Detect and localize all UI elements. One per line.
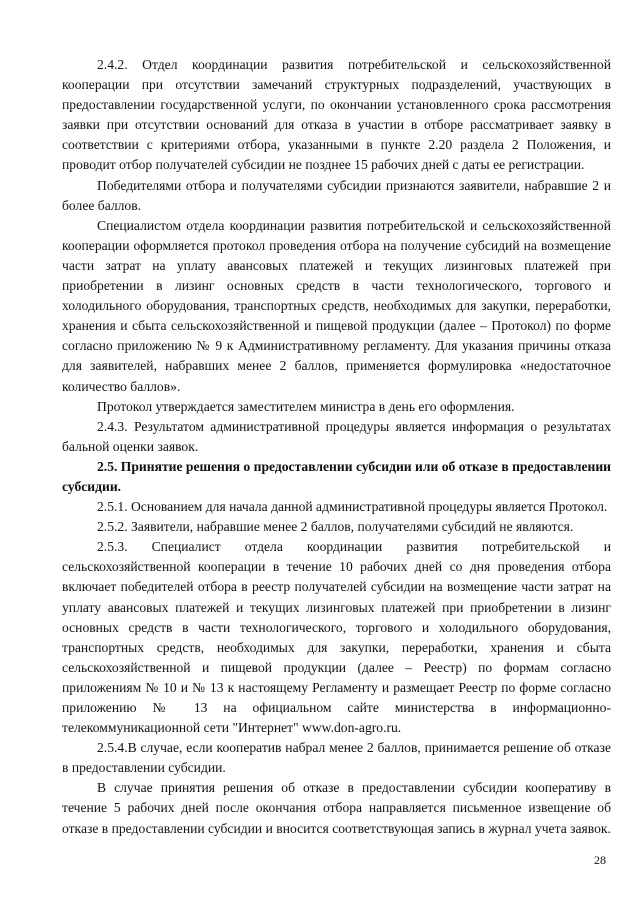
paragraph-2-5-3: 2.5.3. Специалист отдела координации развития потребительской и сельскохозяйственной кооперации в течение 10 рабочих дней со дня проведения отбора включает победителей отбора в реестр получателей субсидии на возмещение части затрат на уплату авансовых платежей и текущих лизинговых платежей при приобретении в лизинг основных средств в части технологического, торгового и холодильного оборудования, транспортных средств, необходимых для закупки, переработки, хранения и сбыта сельскохозяйственной и пищевой продукции (далее – Реестр) по формам согласно приложениям № 10 и № 13 к настоящему Регламенту и размещает Реестр по форме согласно приложению № 13 на официальном сайте министерства в информационно-телекоммуникационной сети "Интернет" www.don-agro.ru. [62, 539, 611, 736]
paragraph-2-4-2: 2.4.2. Отдел координации развития потребительской и сельскохозяйственной кооперации при отсутствии замечаний структурных подразделений, участвующих в предоставлении государственной услуги, по окончании установленного срока рассмотрения заявки при отсутствии оснований для отказа в участии в отборе рассматривает заявку в соответствии с критериями отбора, указанными в пункте 2.20 раздела 2 Положения, и проводит отбор получателей субсидии не позднее 15 рабочих дней с даты ее регистрации. [62, 57, 611, 173]
page-number: 28 [594, 853, 606, 867]
paragraph-2-5-2: 2.5.2. Заявители, набравшие менее 2 баллов, получателями субсидий не являются. [97, 519, 574, 535]
paragraph-2-5-1: 2.5.1. Основанием для начала данной административной процедуры является Протокол. [97, 499, 608, 515]
section-heading-2-5: 2.5. Принятие решения о предоставлении субсидии или об отказе в предоставлении субсидии. [62, 458, 611, 494]
paragraph-winners: Победителями отбора и получателями субсидии признаются заявители, набравшие 2 и более баллов. [62, 177, 611, 213]
paragraph-2-4-3: 2.4.3. Результатом административной процедуры является информация о результатах бальной оценки заявок. [62, 418, 611, 454]
paragraph-protocol: Специалистом отдела координации развития потребительской и сельскохозяйственной кооперации оформляется протокол проведения отбора на получение субсидий на возмещение части затрат на уплату авансовых платежей и текущих лизинговых платежей при приобретении в лизинг основных средств в части технологического, торгового и холодильного оборудования, транспортных средств, необходимых для закупки, переработки, хранения и сбыта сельскохозяйственной и пищевой продукции (далее – Протокол) по форме согласно приложению № 9 к Административному регламенту. Для указания причины отказа для заявителей, набравших менее 2 баллов, применяется формулировка «недостаточное количество баллов». [62, 217, 611, 394]
document-body [62, 55, 611, 839]
paragraph-protocol-approval: Протокол утверждается заместителем министра в день его оформления. [97, 398, 515, 414]
paragraph-refusal-notice: В случае принятия решения об отказе в предоставлении субсидии кооперативу в течение 5 рабочих дней после окончания отбора направляется письменное извещение об отказе в предоставлении субсидии и вносится соответствующая запись в журнал учета заявок. [62, 780, 611, 836]
paragraph-2-5-4: 2.5.4.В случае, если кооператив набрал менее 2 баллов, принимается решение об отказе в предоставлении субсидии. [62, 740, 611, 776]
